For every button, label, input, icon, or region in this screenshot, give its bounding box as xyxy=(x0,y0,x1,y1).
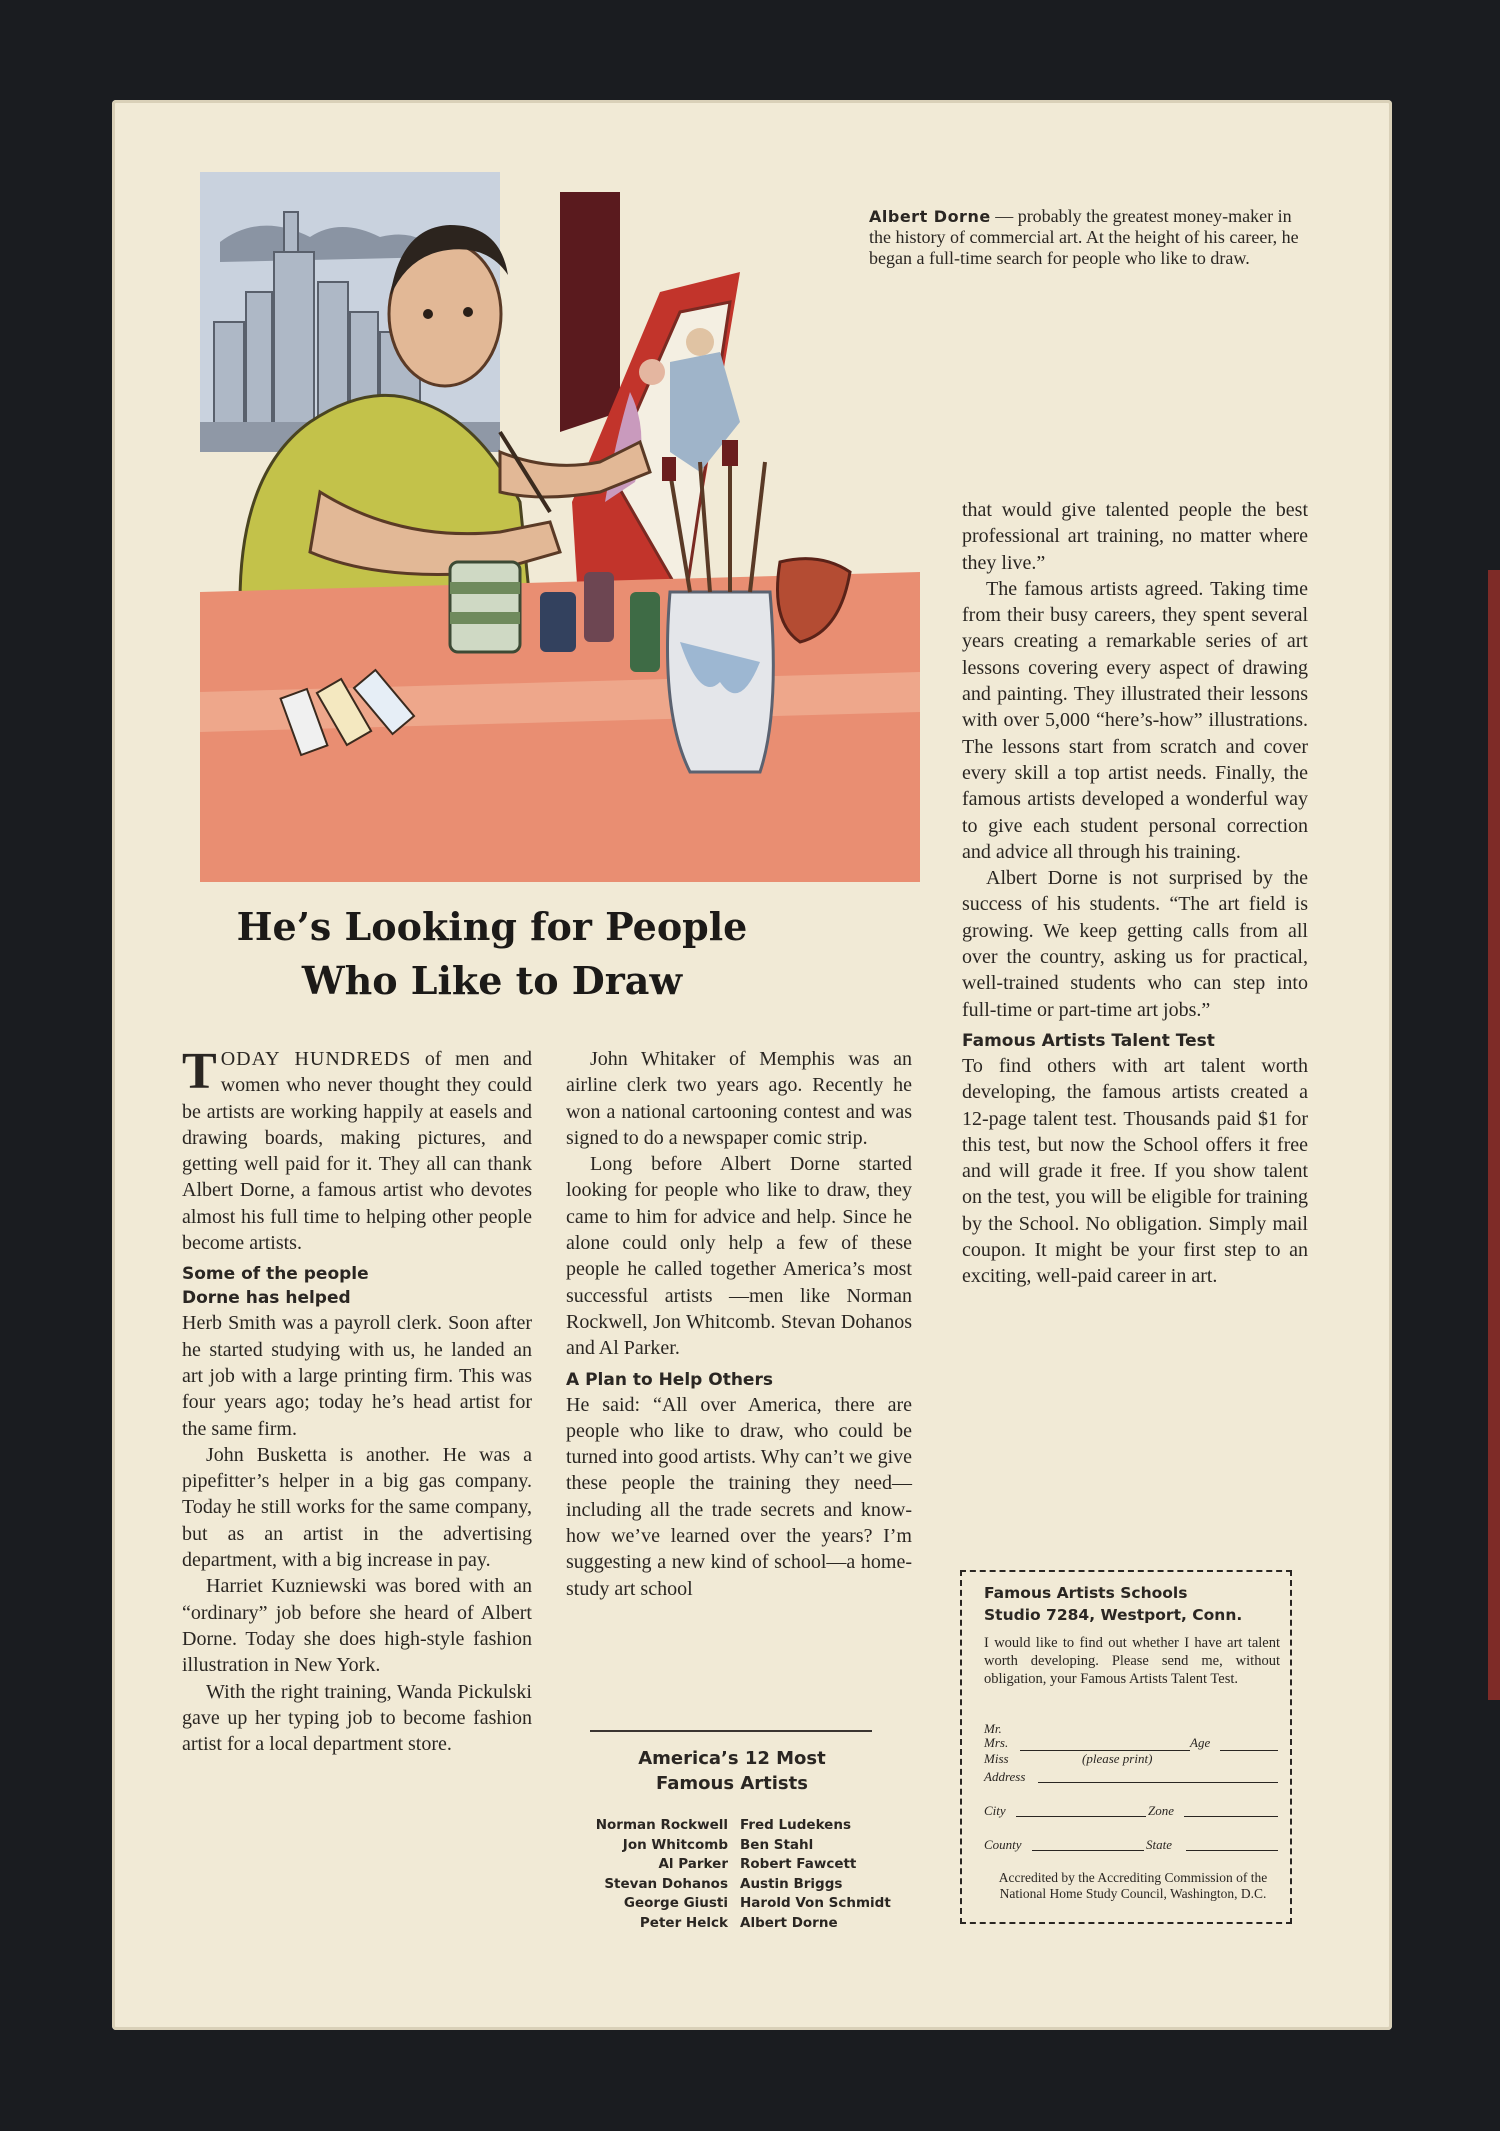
artist-name: Ben Stahl xyxy=(740,1836,814,1853)
artist-name: Albert Dorne xyxy=(740,1914,838,1931)
zone-field[interactable] xyxy=(1184,1816,1278,1817)
artist-name: Peter Helck xyxy=(639,1914,728,1931)
label-miss: Miss xyxy=(984,1751,1009,1766)
accreditation-note: Accredited by the Accrediting Commission of the National Home Study Council, Washington, D.C. xyxy=(998,1870,1268,1901)
cover-edge xyxy=(1488,570,1500,1700)
artist-name: Norman Rockwell xyxy=(595,1817,728,1833)
paragraph: Herb Smith was a payroll clerk. Soon after he started studying with us, he landed an art job with a large printing firm. This was four years ago; today he’s head artist for the same firm. xyxy=(182,1312,532,1440)
famous-title-line-1: America’s 12 Most xyxy=(638,1748,826,1769)
paragraph: Harriet Kuzniewski was bored with an “ordinary” job before she heard of Albert Dorne. Today she does high-style fashion illustration in New York. xyxy=(182,1575,532,1677)
subhead-talent-test: Famous Artists Talent Test xyxy=(962,1030,1215,1051)
label-mrs: Mrs. xyxy=(984,1735,1009,1750)
label-zone: Zone xyxy=(1148,1803,1174,1818)
label-mr: Mr. xyxy=(984,1721,1002,1736)
paragraph: The famous artists agreed. Taking time from their busy careers, they spent several years creating a remarkable series of art lessons covering every aspect of drawing and painting. They illustrated their lessons with over 5,000 “here’s-how” illustrations. The lessons start from scratch and cover every skill a top artist needs. Finally, the famous artists developed a wonderful way to give each student personal correction and advice all through his training. xyxy=(962,577,1308,863)
subhead-line-1: Some of the people xyxy=(182,1264,369,1285)
county-field[interactable] xyxy=(1032,1850,1144,1851)
body-column-1 xyxy=(182,1043,532,1757)
label-county: County xyxy=(984,1837,1022,1852)
famous-title-line-2: Famous Artists xyxy=(656,1773,808,1794)
subhead-people-helped xyxy=(182,1262,532,1310)
paragraph: Albert Dorne is not surprised by the success of his students. “The art field is growing. We keep getting calls from all over the country, asking us for practical, well-trained students who can step into full-time or part-time art jobs.” xyxy=(962,867,1308,1021)
illustration-caption xyxy=(869,206,1299,269)
coupon-school: Famous Artists Schools xyxy=(984,1584,1188,1602)
mail-coupon xyxy=(960,1570,1292,1924)
artist-list-right xyxy=(740,1816,930,1933)
caption-text: — probably the greatest money-maker in the history of commercial art. At the height of his career, he began a full-time search for people who like to draw. xyxy=(869,206,1299,268)
artist-name: Harold Von Schmidt xyxy=(740,1895,891,1911)
paragraph: He said: “All over America, there are people who like to draw, who could be turned into good artists. Why can’t we give these people the training they need—including all the trade secrets and know-how we’ve learned over the years? I’m suggesting a new kind of school—a home-study art school xyxy=(566,1393,912,1600)
coupon-address: Studio 7284, Westport, Conn. xyxy=(984,1606,1243,1624)
artist-name: George Giusti xyxy=(623,1895,728,1911)
artist-name: Robert Fawcett xyxy=(740,1856,857,1872)
magazine-page xyxy=(112,100,1392,2030)
artist-name: Fred Ludekens xyxy=(740,1817,851,1833)
state-field[interactable] xyxy=(1186,1850,1278,1851)
coupon-header xyxy=(984,1582,1284,1626)
label-city: City xyxy=(984,1803,1006,1818)
label-state: State xyxy=(1146,1837,1172,1852)
coupon-body: I would like to find out whether I have art talent worth developing. Please send me, without obligation, your Famous Artists Talent Test. xyxy=(984,1635,1280,1687)
paragraph: To find others with art talent worth developing, the famous artists created a 12-page talent test. Thousands paid $1 for this test, but now the School offers it free and will grade it free. If you show talent on the test, you will be eligible for training by the School. No obligation. Simply mail coupon. It might be your first step to an exciting, well-paid career in art. xyxy=(962,1054,1308,1288)
subhead-line-2: Dorne has helped xyxy=(182,1288,351,1309)
artist-name: Al Parker xyxy=(658,1856,728,1872)
city-field[interactable] xyxy=(1016,1816,1146,1817)
artist-name: Stevan Dohanos xyxy=(604,1875,728,1892)
caption-name: Albert Dorne xyxy=(869,207,991,226)
famous-artists-title xyxy=(564,1746,900,1796)
artist-name: Jon Whitcomb xyxy=(622,1836,728,1853)
drop-cap: T xyxy=(182,1043,217,1100)
body-column-2 xyxy=(566,1046,912,1602)
label-address: Address xyxy=(984,1769,1026,1784)
artist-list xyxy=(552,1816,932,1933)
artist-name: Austin Briggs xyxy=(740,1875,843,1892)
label-age: Age xyxy=(1190,1735,1211,1750)
artist-list-left xyxy=(552,1816,740,1933)
paragraph: Long before Albert Dorne started looking for people who like to draw, they came to him for advice and help. Since he alone could only help a few of these people he called together America’s most successful artists —men like Norman Rockwell, Jon Whitcomb. Stevan Dohanos and Al Parker. xyxy=(566,1153,912,1360)
paragraph: that would give talented people the best professional art training, no matter where they live.” xyxy=(962,499,1308,574)
body-column-3 xyxy=(962,497,1308,1290)
subhead-plan: A Plan to Help Others xyxy=(566,1369,773,1390)
headline-line-2: Who Like to Draw xyxy=(301,958,683,1003)
lead-caps: ODAY HUNDREDS xyxy=(220,1048,412,1070)
headline xyxy=(192,900,792,1008)
paragraph: John Busketta is another. He was a pipefitter’s helper in a big gas company. Today he still works for the same company, but as an artist in the advertising department, with a big increase in pay. xyxy=(182,1443,532,1572)
paragraph: With the right training, Wanda Pickulski gave up her typing job to become fashion artist for a local department store. xyxy=(182,1680,532,1756)
label-please-print: (please print) xyxy=(1082,1751,1153,1766)
intro-paragraph xyxy=(182,1043,532,1256)
address-field[interactable] xyxy=(1038,1782,1278,1783)
artist-illustration xyxy=(200,172,922,882)
intro-text: of men and women who never thought they could be artists are working happily at easels and drawing boards, making pictures, and getting well paid for it. They all can thank Albert Dorne, a famous artist who devotes almost his full time to helping other people become artists. xyxy=(182,1048,532,1255)
age-field[interactable] xyxy=(1220,1750,1278,1751)
divider-rule xyxy=(590,1730,872,1732)
paragraph: John Whitaker of Memphis was an airline clerk two years ago. Recently he won a national cartooning contest and was signed to do a newspaper comic strip. xyxy=(566,1048,912,1149)
headline-line-1: He’s Looking for People xyxy=(236,904,748,949)
